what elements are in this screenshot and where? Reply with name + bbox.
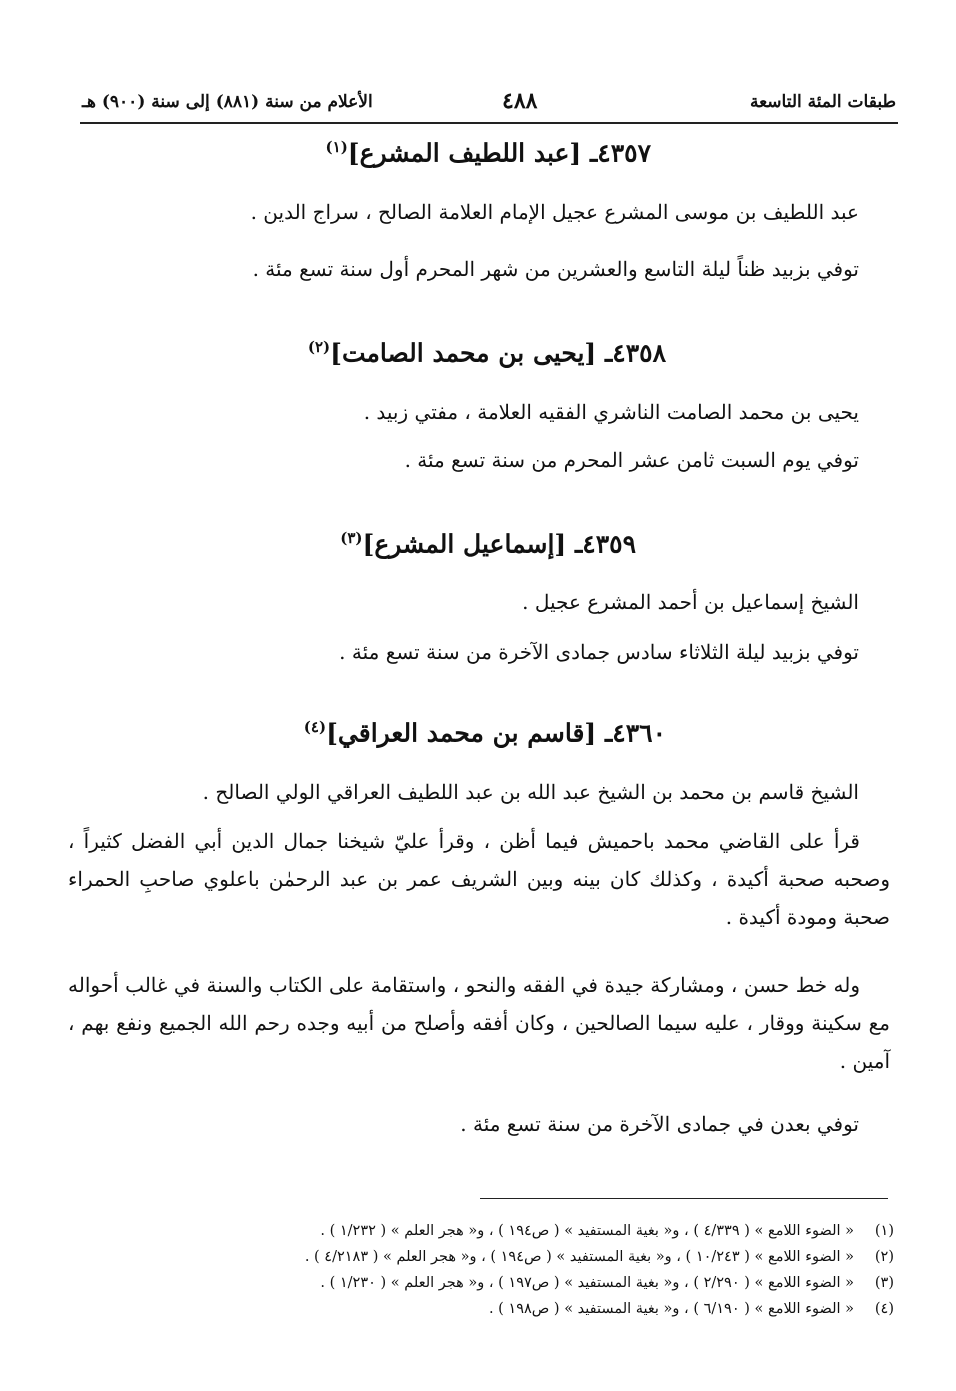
footnote-ref: (١) <box>325 138 348 156</box>
entry-title-text: ٤٣٦٠ـ [قاسم بن محمد العراقي] <box>326 718 666 748</box>
footnote-text: « الضوء اللامع » ( ٢/٢٩٠ ) ، و« بغية المستفيد » ( ص١٩٧ ) ، و« هجر العلم » ( ١/٢٣٠ ) . <box>320 1275 854 1291</box>
entry-paragraph: توفي بزبيد ظناً ليلة التاسع والعشرين من شهر المحرم أول سنة تسع مئة . <box>252 257 859 281</box>
header-year-range: الأعلام من سنة (٨٨١) إلى سنة (٩٠٠) هـ <box>82 92 373 112</box>
footnote-number: (٢) <box>874 1249 894 1265</box>
header-book-section: طبقات المئة التاسعة <box>749 92 896 112</box>
entry-paragraph: قرأ على القاضي محمد باحميش فيما أظن ، وقرأ عليّ شيخنا جمال الدين أبي الفضل كثيراً ، وصحبه صحبة أكيدة ، وكذلك كان بينه وبين الشريف عمر بن عبد الرحمٰن باعلوي صاحبِ الحمراء صحبة ومودة أكيدة . <box>68 829 890 929</box>
entry-paragraph: الشيخ قاسم بن محمد بن الشيخ عبد الله بن عبد اللطيف العراقي الولي الصالح . <box>202 780 859 804</box>
footnote-item <box>54 1244 894 1270</box>
entry-title <box>340 529 636 558</box>
entry-title-text: ٤٣٥٨ـ [يحيى بن محمد الصامت] <box>330 338 666 368</box>
entry-paragraph: توفي بزبيد ليلة الثلاثاء سادس جمادى الآخرة من سنة تسع مئة . <box>339 640 859 664</box>
footnote-item <box>54 1270 894 1296</box>
entry-paragraph: توفي يوم السبت ثامن عشر المحرم من سنة تسع مئة . <box>404 448 859 472</box>
entry-paragraph: الشيخ إسماعيل بن أحمد المشرع عجيل . <box>522 590 859 614</box>
entry-title <box>326 138 651 167</box>
footnotes <box>54 1218 894 1322</box>
entry-title-text: ٤٣٥٧ـ [عبد اللطيف المشرع] <box>347 138 651 168</box>
footnote-divider <box>480 1198 888 1199</box>
footnote-number: (٤) <box>874 1301 894 1317</box>
footnote-number: (٣) <box>874 1275 894 1291</box>
footnote-ref: (٤) <box>303 718 327 736</box>
header-divider <box>80 122 898 124</box>
entry-title <box>304 718 666 747</box>
footnote-number: (١) <box>874 1223 894 1239</box>
entry-paragraph: عبد اللطيف بن موسى المشرع عجيل الإمام العلامة الصالح ، سراج الدين . <box>250 200 859 224</box>
entry-paragraph: توفي بعدن في جمادى الآخرة من سنة تسع مئة . <box>460 1112 859 1136</box>
footnote-ref: (٢) <box>307 338 331 356</box>
footnote-text: « الضوء اللامع » ( ١٠/٢٤٣ ) ، و« بغية المستفيد » ( ص١٩٤ ) ، و« هجر العلم » ( ٤/٢١٨٣ ) . <box>304 1249 854 1265</box>
entry-title-text: ٤٣٥٩ـ [إسماعيل المشرع] <box>362 529 636 559</box>
running-header <box>82 88 896 118</box>
footnote-ref: (٣) <box>340 529 363 547</box>
entry-paragraph: وله خط حسن ، ومشاركة جيدة في الفقه والنحو ، واستقامة على الكتاب والسنة في غالب أحواله مع سكينة ووقار ، عليه سيما الصالحين ، وكان أفقه وأصلح من أبيه وجده رحم الله الجميع ونفع بهم ، آمين . <box>68 973 890 1073</box>
footnote-item <box>54 1218 894 1244</box>
entry-title <box>308 338 666 367</box>
footnote-text: « الضوء اللامع » ( ٤/٣٣٩ ) ، و« بغية المستفيد » ( ص١٩٤ ) ، و« هجر العلم » ( ١/٢٣٢ ) . <box>320 1223 854 1239</box>
entry-paragraph: يحيى بن محمد الصامت الناشري الفقيه العلامة ، مفتي زبيد . <box>363 400 859 424</box>
footnote-text: « الضوء اللامع » ( ٦/١٩٠ ) ، و« بغية المستفيد » ( ص١٩٨ ) . <box>488 1301 854 1317</box>
footnote-item <box>54 1296 894 1322</box>
page-number: ٤٨٨ <box>502 88 538 114</box>
